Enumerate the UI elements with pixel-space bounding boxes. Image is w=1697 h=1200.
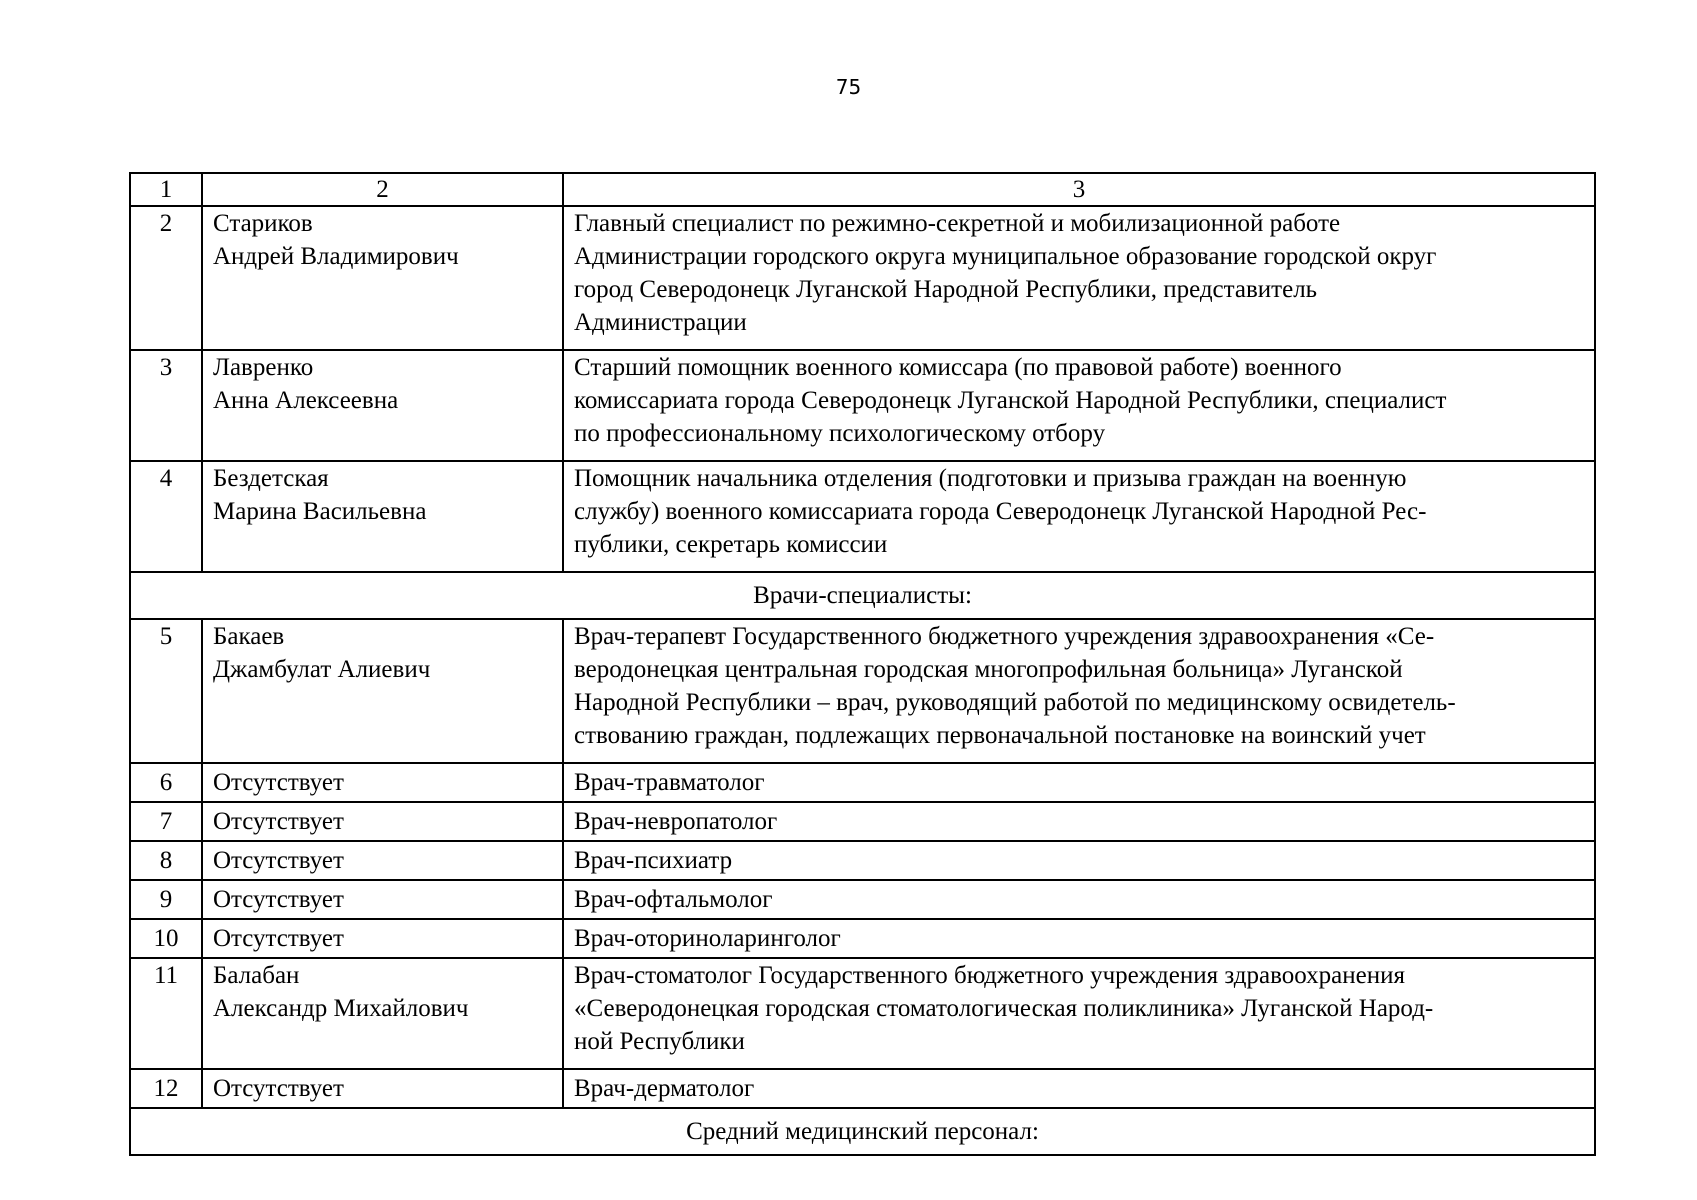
position-line: веродонецкая центральная городская многопрофильная больница» Луганской	[574, 656, 1403, 683]
position-line: Врач-психиатр	[574, 847, 733, 874]
position-line: Врач-оториноларинголог	[574, 925, 841, 952]
position-line: Врач-невропатолог	[574, 808, 778, 835]
member-name-line: Отсутствует	[213, 1075, 344, 1102]
row-number: 11	[130, 958, 202, 1069]
position-line: Главный специалист по режимно-секретной и мобилизационной работе	[574, 210, 1341, 237]
table-row	[130, 350, 1595, 461]
header-cell: 3	[563, 173, 1595, 206]
member-name-cell	[202, 880, 563, 919]
position-cell	[563, 1069, 1595, 1108]
table-row	[130, 763, 1595, 802]
page-number: 75	[835, 75, 862, 99]
member-name-cell	[202, 763, 563, 802]
position-line: ной Республики	[574, 1028, 745, 1055]
member-name-line: Балабан	[213, 962, 300, 989]
position-line: Старший помощник военного комиссара (по правовой работе) военного	[574, 354, 1342, 381]
position-line: службу) военного комиссариата города Северодонецк Луганской Народной Рес-	[574, 498, 1427, 525]
row-number: 5	[130, 619, 202, 763]
position-cell	[563, 763, 1595, 802]
table-row	[130, 958, 1595, 1069]
table-row	[130, 841, 1595, 880]
row-number: 4	[130, 461, 202, 572]
position-line: Администрации	[574, 309, 747, 336]
member-name-cell	[202, 461, 563, 572]
member-name-line: Отсутствует	[213, 808, 344, 835]
member-name-line: Стариков	[213, 210, 313, 237]
member-name-line: Андрей Владимирович	[213, 243, 459, 270]
position-line: Врач-стоматолог Государственного бюджетного учреждения здравоохранения	[574, 962, 1405, 989]
header-cell: 1	[130, 173, 202, 206]
position-line: Врач-дерматолог	[574, 1075, 755, 1102]
position-cell	[563, 919, 1595, 958]
section-heading: Врачи-специалисты:	[130, 572, 1595, 619]
table-row	[130, 1069, 1595, 1108]
table-row	[130, 461, 1595, 572]
row-number: 6	[130, 763, 202, 802]
table-row	[130, 619, 1595, 763]
position-cell	[563, 206, 1595, 350]
position-line: комиссариата города Северодонецк Луганской Народной Республики, специалист	[574, 387, 1447, 414]
row-number: 2	[130, 206, 202, 350]
position-cell	[563, 880, 1595, 919]
commission-table	[129, 172, 1596, 1156]
row-number: 10	[130, 919, 202, 958]
member-name-line: Джамбулат Алиевич	[213, 656, 431, 683]
row-number: 3	[130, 350, 202, 461]
position-line: Врач-терапевт Государственного бюджетного учреждения здравоохранения «Се-	[574, 623, 1435, 650]
member-name-line: Александр Михайлович	[213, 995, 469, 1022]
table-row	[130, 880, 1595, 919]
position-line: Врач-травматолог	[574, 769, 765, 796]
member-name-line: Бакаев	[213, 623, 285, 650]
member-name-cell	[202, 206, 563, 350]
member-name-line: Отсутствует	[213, 847, 344, 874]
section-heading-row	[130, 572, 1595, 619]
table-body	[130, 173, 1595, 1155]
member-name-line: Отсутствует	[213, 886, 344, 913]
section-heading: Средний медицинский персонал:	[130, 1108, 1595, 1155]
position-cell	[563, 619, 1595, 763]
position-line: Помощник начальника отделения (подготовки и призыва граждан на военную	[574, 465, 1407, 492]
member-name-cell	[202, 1069, 563, 1108]
position-cell	[563, 958, 1595, 1069]
row-number: 8	[130, 841, 202, 880]
member-name-line: Марина Васильевна	[213, 498, 427, 525]
row-number: 12	[130, 1069, 202, 1108]
section-heading-row	[130, 1108, 1595, 1155]
position-cell	[563, 841, 1595, 880]
row-number: 7	[130, 802, 202, 841]
position-line: публики, секретарь комиссии	[574, 531, 888, 558]
table-row	[130, 206, 1595, 350]
position-line: по профессиональному психологическому отбору	[574, 420, 1106, 447]
position-cell	[563, 802, 1595, 841]
member-name-cell	[202, 958, 563, 1069]
position-line: ствованию граждан, подлежащих первоначальной постановке на воинский учет	[574, 722, 1426, 749]
position-line: Администрации городского округа муниципальное образование городской округ	[574, 243, 1437, 270]
member-name-line: Анна Алексеевна	[213, 387, 399, 414]
row-number: 9	[130, 880, 202, 919]
member-name-cell	[202, 350, 563, 461]
member-name-line: Отсутствует	[213, 925, 344, 952]
member-name-cell	[202, 919, 563, 958]
table-row	[130, 919, 1595, 958]
table-row	[130, 802, 1595, 841]
member-name-line: Отсутствует	[213, 769, 344, 796]
header-cell: 2	[202, 173, 563, 206]
member-name-cell	[202, 619, 563, 763]
member-name-line: Лавренко	[213, 354, 314, 381]
position-cell	[563, 350, 1595, 461]
member-name-cell	[202, 841, 563, 880]
position-line: Врач-офтальмолог	[574, 886, 773, 913]
position-line: Народной Республики – врач, руководящий работой по медицинскому освидетель-	[574, 689, 1456, 716]
position-cell	[563, 461, 1595, 572]
table-header-row	[130, 173, 1595, 206]
member-name-cell	[202, 802, 563, 841]
member-name-line: Бездетская	[213, 465, 329, 492]
position-line: «Северодонецкая городская стоматологическая поликлиника» Луганской Народ-	[574, 995, 1434, 1022]
position-line: город Северодонецк Луганской Народной Республики, представитель	[574, 276, 1318, 303]
